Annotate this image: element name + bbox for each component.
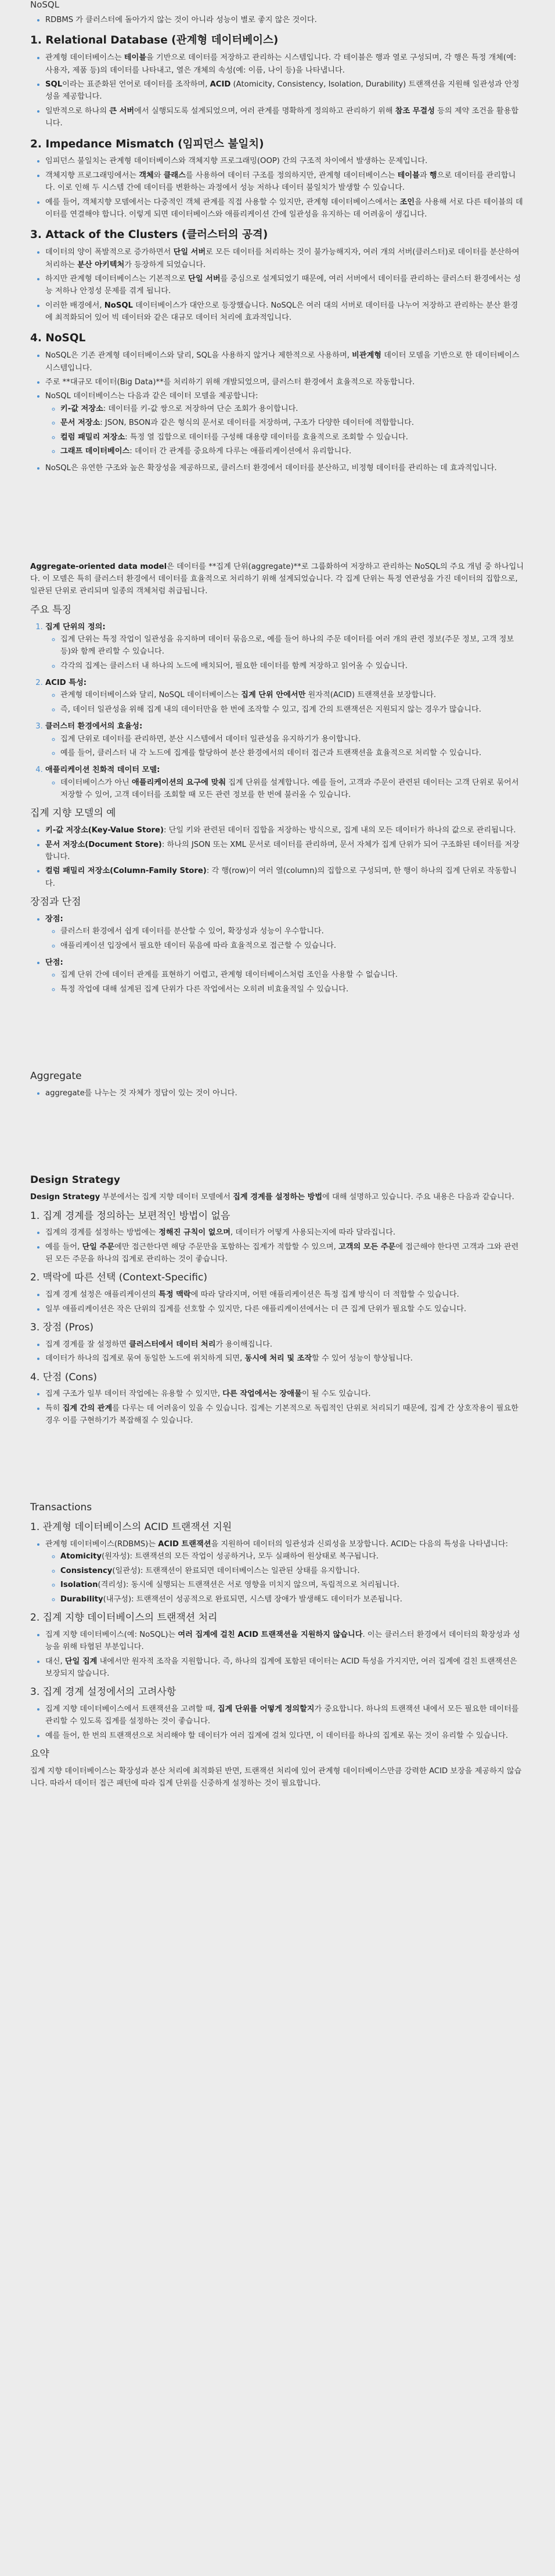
list-item: ◦ 예를 들어, 클러스터 내 각 노드에 집계를 할당하여 분산 환경에서의 데이터 접근과 트랜잭션을 효율적으로 처리할 수 있습니다. [60, 747, 525, 759]
bold-text: 키-값 저장소(Key-Value Store) [45, 826, 164, 835]
bold-text: Consistency [60, 1566, 113, 1575]
bold-text: 특정 맥락 [158, 1290, 191, 1300]
list-item: • 객체지향 프로그래밍에서는 객체와 클래스를 사용하여 데이터 구조를 정의하지만, 관계형 데이터베이스는 테이블과 행으로 데이터를 관리합니다. 이로 인해 두 시스템 간에 데이터를 변환하는 과정에서 성능 저하나 데이터 불일치가 발생할 수 있습니다. [45, 169, 525, 194]
bold-text: 집계 경계를 설정하는 방법 [233, 1193, 323, 1202]
proscons-heading: 장점과 단점 [30, 896, 81, 908]
section-heading: 3. 장점 (Pros) [30, 1322, 93, 1334]
bold-text: 애플리케이션의 요구에 맞춰 [132, 778, 226, 787]
transactions-section [30, 1501, 525, 1790]
bold-text: 문서 저장소 [60, 418, 100, 428]
bullet-list [30, 52, 525, 129]
section-heading: 1. Relational Database (관계형 데이터베이스) [30, 34, 279, 47]
bold-text: NoSQL [104, 301, 133, 310]
aggregate-note-list [30, 1087, 525, 1099]
bold-text: 조인 [399, 197, 415, 207]
bold-text: 클래스 [163, 171, 186, 180]
bullet-list [30, 246, 525, 324]
features-list [30, 621, 525, 802]
bold-text: ACID [210, 80, 231, 89]
bold-text: 테이블 [397, 171, 420, 180]
list-item: • NoSQL 데이터베이스는 다음과 같은 데이터 모델을 제공합니다: ◦ 키-값 저장소: 데이터를 키-값 쌍으로 저장하여 단순 조회가 용이합니다. ◦ 문서 저장소: JSON, BSON과 같은 형식의 문서로 데이터를 저장하며, 구조가 다양한 데이터에 적합합니다. ◦ 컬럼 패밀리 저장소: 특정 열 집합으로 데이터를 구성해 대용량 데이터를 효율적으로 조회할 수 있습니다. ◦ 그래프 데이터베이스: 데이터 간 관계를 중요하게 다루는 애플리케이션에서 유리합니다. [45, 390, 525, 457]
bold-text: 집계 간의 관계 [62, 1404, 113, 1413]
bold-text: 단일 서버 [188, 274, 221, 283]
bold-text: 객체 [139, 171, 154, 180]
list-item: • 예를 들어, 한 번의 트랜잭션으로 처리해야 할 데이터가 여러 집계에 걸쳐 있다면, 이 데이터를 하나의 집계로 묶는 것이 유리할 수 있습니다. [45, 1730, 525, 1742]
list-item: • 예를 들어, 단일 주문에만 접근한다면 해당 주문만을 포함하는 집계가 적합할 수 있으며, 고객의 모든 주문에 접근해야 한다면 고객과 그와 관련된 모든 주문을 하나의 집계로 관리하는 것이 좋습니다. [45, 1241, 525, 1266]
list-item: • 데이터의 양이 폭발적으로 증가하면서 단일 서버로 모든 데이터를 처리하는 것이 불가능해지자, 여러 개의 서버(클러스터)로 데이터를 분산하여 처리하는 분산 아키텍처가 등장하게 되었습니다. [45, 246, 525, 271]
bold-text: 단일 주문 [82, 1242, 115, 1251]
list-item: ◦ 특정 작업에 대해 설계된 집계 단위가 다른 작업에서는 오히려 비효율적일 수 있습니다. [60, 983, 525, 995]
design-strategy-section [30, 1174, 525, 1427]
list-item: ◦ 각각의 집계는 클러스터 내 하나의 노드에 배치되어, 필요한 데이터를 함께 저장하고 읽어올 수 있습니다. [60, 660, 525, 672]
list-item: ◦ 애플리케이션 입장에서 필요한 데이터 묶음에 따라 효율적으로 접근할 수 있습니다. [60, 940, 525, 952]
bold-text: Atomicity [60, 1552, 102, 1561]
bold-text: Durability [60, 1594, 103, 1604]
bold-text: 키-값 저장소 [60, 404, 103, 413]
bullet-list [30, 1538, 525, 1606]
section-heading: 2. 집계 지향 데이터베이스의 트랜잭션 처리 [30, 1611, 218, 1623]
feature-item [45, 677, 525, 716]
list-item: • NoSQL은 유연한 구조와 높은 확장성을 제공하므로, 클러스터 환경에서 데이터를 분산하고, 비정형 데이터를 관리하는 데 효과적입니다. [45, 462, 525, 474]
feature-item [45, 720, 525, 759]
bold-text: 행 [429, 171, 437, 180]
bullet-list [30, 1388, 525, 1427]
sub-list [45, 925, 525, 952]
proscons-list [30, 913, 525, 995]
aggregate-section [30, 561, 525, 996]
feature-title: ACID 특성: [45, 679, 87, 688]
feature-item [45, 764, 525, 801]
section-heading: 3. 집계 경계 설정에서의 고려사항 [30, 1686, 176, 1698]
list-item: • 집계 지향 데이터베이스에서 트랜잭션을 고려할 때, 집계 단위를 어떻게 정의할지가 중요합니다. 하나의 트랜잭션 내에서 모든 필요한 데이터를 관리할 수 있도록 집계를 설정하는 것이 좋습니다. [45, 1703, 525, 1728]
list-item: • 집계 지향 데이터베이스(예: NoSQL)는 여러 집계에 걸친 ACID 트랜잭션을 지원하지 않습니다. 이는 클러스터 환경에서 데이터의 확장성과 성능을 위해 타협된 부분입니다. [45, 1629, 525, 1654]
bold-text: 집계 단위를 어떻게 정의할지 [217, 1705, 315, 1714]
bold-text: 클러스터의 공격 [186, 229, 263, 241]
list-item: • 집계 구조가 일부 데이터 작업에는 유용할 수 있지만, 다른 작업에서는 장애물이 될 수도 있습니다. [45, 1388, 525, 1400]
list-item: • 키-값 저장소(Key-Value Store): 단일 키와 관련된 데이터 집합을 저장하는 방식으로, 집계 내의 모든 데이터가 하나의 값으로 관리됩니다. [45, 824, 525, 836]
list-item: • 문서 저장소(Document Store): 하나의 JSON 또는 XML 문서로 데이터를 관리하며, 문서 자체가 집계 단위가 되어 구조화된 데이터를 저장합니다. [45, 839, 525, 864]
list-item: • 집계의 경계를 설정하는 방법에는 정해진 규칙이 없으며, 데이터가 어떻게 사용되는지에 따라 달라집니다. [45, 1226, 525, 1239]
section-heading: 4. NoSQL [30, 332, 86, 345]
list-item: ◦ Atomicity(원자성): 트랜잭션의 모든 작업이 성공하거나, 모두 실패하여 원상태로 복구됩니다. [60, 1550, 525, 1563]
bullet-list [30, 349, 525, 474]
section-heading: 3. Attack of the Clusters (클러스터의 공격) [30, 229, 268, 241]
list-item: ◦ 집계 단위로 데이터를 관리하면, 분산 시스템에서 데이터 일관성을 유지하기가 용이합니다. [60, 733, 525, 745]
list-item: • 하지만 관계형 데이터베이스는 기본적으로 단일 서버를 중심으로 설계되었기 때문에, 여러 서버에서 데이터를 관리하는 클러스터 환경에서는 성능 저하나 안정성 문제를 겪게 됩니다. [45, 273, 525, 298]
list-item: ◦ 집계 단위는 특정 작업이 일관성을 유지하며 데이터 묶음으로, 예를 들어 하나의 주문 데이터를 여러 개의 관련 정보(주문 정보, 고객 정보 등)와 함께 관리할 수 있습니다. [60, 633, 525, 658]
list-item: • RDBMS 가 클러스터에 돌아가지 않는 것이 아니라 성능이 별로 좋지 않은 것이다. [45, 14, 525, 26]
bold-text: Isolation [60, 1581, 98, 1590]
bold-text: 참조 무결성 [395, 106, 435, 116]
bold-text: 여러 집계에 걸친 ACID 트랜잭션을 지원하지 않습니다 [178, 1630, 363, 1639]
bold-text: 문서 저장소(Document Store) [45, 840, 162, 849]
sub-list [45, 633, 525, 672]
bold-text: 정해진 규칙이 없으며 [158, 1228, 230, 1238]
list-item: • 일반적으로 하나의 큰 서버에서 실행되도록 설계되었으며, 여러 관계를 명확하게 정의하고 관리하기 위해 참조 무결성 등의 제약 조건을 활용합니다. [45, 105, 525, 130]
list-item: ◦ Durability(내구성): 트랜잭션이 성공적으로 완료되면, 시스템 장애가 발생해도 데이터가 보존됩니다. [60, 1593, 525, 1606]
list-item: • 일부 애플리케이션은 작은 단위의 집계를 선호할 수 있지만, 다른 애플리케이션에서는 더 큰 집계 단위가 필요할 수도 있습니다. [45, 1303, 525, 1315]
page-title: NoSQL [30, 0, 60, 10]
bold-text: 장점: [45, 914, 63, 923]
bold-text: 임피던스 불일치 [182, 138, 260, 150]
bold-text: 테이블 [124, 53, 146, 63]
bold-text: 다른 작업에서는 장애물 [222, 1390, 302, 1399]
bold-text: 단일 서버 [173, 248, 206, 257]
summary-text: 집계 지향 데이터베이스는 확장성과 분산 처리에 최적화된 반면, 트랜잭션 처리에 있어 관계형 데이터베이스만큼 강력한 ACID 보장을 제공하지 않습니다. 따라서 데이터 접근 패턴에 따라 집계 단위를 신중하게 설정하는 것이 필요합니다. [30, 1766, 522, 1788]
bold-text: 관계형 데이터베이스 [176, 34, 273, 47]
list-item: • 이러한 배경에서, NoSQL 데이터베이스가 대안으로 등장했습니다. NoSQL은 여러 대의 서버로 데이터를 나누어 저장하고 관리하는 분산 환경에 최적화되어 있어 빅 데이터와 같은 대규모 데이터 처리에 효과적입니다. [45, 300, 525, 324]
list-item: ◦ 집계 단위 간에 데이터 관계를 표현하기 어렵고, 관계형 데이터베이스처럼 조인을 사용할 수 없습니다. [60, 969, 525, 981]
bullet-list [30, 1226, 525, 1265]
list-item: • 관계형 데이터베이스(RDBMS)는 ACID 트랜잭션을 지원하여 데이터의 일관성과 신뢰성을 보장합니다. ACID는 다음의 특성을 나타냅니다: ◦ Atomicity(원자성): 트랜잭션의 모든 작업이 성공하거나, 모두 실패하여 원상태로 복구됩니다. ◦ Consistency(일관성): 트랜잭션이 완료되면 데이터베이스는 일관된 상태를 유지합니다. ◦ Isolation(격리성): 동시에 실행되는 트랜잭션은 서로 영향을 미치지 않으며, 독립적으로 처리됩니다. ◦ Durability(내구성): 트랜잭션이 성공적으로 완료되면, 시스템 장애가 발생해도 데이터가 보존됩니다. [45, 1538, 525, 1606]
section-heading: 2. Impedance Mismatch (임피던스 불일치) [30, 138, 264, 150]
bold-text: 동시에 처리 및 조작 [244, 1354, 312, 1363]
list-item: • 컬럼 패밀리 저장소(Column-Family Store): 각 행(row)이 여러 열(column)의 집합으로 구성되며, 한 행이 하나의 집계 단위로 작동합니다. [45, 865, 525, 890]
feature-title: 애플리케이션 친화적 데이터 모델: [45, 766, 160, 775]
sub-list [45, 969, 525, 995]
bullet-list [30, 1289, 525, 1315]
bold-text: 클러스터에서 데이터 처리 [129, 1340, 216, 1349]
sub-list [45, 689, 525, 716]
list-item: • 대신, 단일 집계 내에서만 원자적 조작을 지원합니다. 즉, 하나의 집계에 포함된 데이터는 ACID 특성을 가지지만, 여러 집계에 걸친 트랜잭션은 보장되지 않습니다. [45, 1655, 525, 1680]
bullet-list [30, 1629, 525, 1680]
list-item: ◦ 관계형 데이터베이스와 달리, NoSQL 데이터베이스는 집계 단위 안에서만 원자적(ACID) 트랜잭션을 보장합니다. [60, 689, 525, 701]
design-intro: Design Strategy 부분에서는 집계 지향 데이터 모델에서 집계 경계를 설정하는 방법에 대해 설명하고 있습니다. 주요 내용은 다음과 같습니다. [30, 1193, 514, 1202]
bold-text: SQL [45, 80, 63, 89]
list-item [45, 957, 525, 995]
bold-text: Design Strategy [30, 1193, 100, 1202]
list-item: • 집계 경계 설정은 애플리케이션의 특정 맥락에 따라 달라지며, 어떤 애플리케이션은 특정 집계 방식이 더 적합할 수 있습니다. [45, 1289, 525, 1301]
bold-text: 큰 서버 [109, 106, 135, 116]
bold-text: ACID 트랜잭션 [158, 1540, 211, 1549]
nosql-sections [30, 33, 525, 474]
transactions-title: Transactions [30, 1502, 92, 1514]
bullet-list [30, 1703, 525, 1742]
list-item: • aggregate를 나누는 것 자체가 정답이 있는 것이 아니다. [45, 1087, 525, 1099]
list-item: • 주로 **대규모 데이터(Big Data)**를 처리하기 위해 개발되었으며, 클러스터 환경에서 효율적으로 작동합니다. [45, 376, 525, 388]
list-item: ◦ 데이터베이스가 아닌 애플리케이션의 요구에 맞춰 집계 단위를 설계합니다. 예를 들어, 고객과 주문이 관련된 데이터는 고객 단위로 묶어서 저장할 수 있어, 고객 데이터를 조회할 때 모든 관련 정보를 한 번에 불러올 수 있습니다. [60, 777, 525, 802]
bold-text: 집계 단위 안에서만 [241, 691, 306, 700]
bold-text: 그래프 데이터베이스 [60, 446, 130, 456]
list-item: • 특히 집계 간의 관계를 다루는 데 어려움이 있을 수 있습니다. 집계는 기본적으로 독립적인 단위로 처리되기 때문에, 집계 간 상호작용이 필요한 경우 이를 구현하기가 복잡해질 수 있습니다. [45, 1402, 525, 1427]
section-heading: 2. 맥락에 따른 선택 (Context-Specific) [30, 1272, 207, 1284]
design-title: Design Strategy [30, 1174, 120, 1186]
bullet-list [30, 1338, 525, 1365]
sub-list [45, 777, 525, 802]
list-item: ◦ 즉, 데이터 일관성을 위해 집계 내의 데이터만을 한 번에 조작할 수 있고, 집계 간의 트랜잭션은 지원되지 않는 경우가 많습니다. [60, 703, 525, 716]
list-item: ◦ Consistency(일관성): 트랜잭션이 완료되면 데이터베이스는 일관된 상태를 유지합니다. [60, 1565, 525, 1577]
models-heading: 집계 지향 모델의 예 [30, 807, 116, 820]
feature-title: 클러스터 환경에서의 효율성: [45, 722, 143, 731]
list-item: • 임피던스 불일치는 관계형 데이터베이스와 객체지향 프로그래밍(OOP) 간의 구조적 차이에서 발생하는 문제입니다. [45, 155, 525, 167]
features-heading: 주요 특징 [30, 604, 72, 616]
list-item: • 집계 경계를 잘 설정하면 클러스터에서 데이터 처리가 용이해집니다. [45, 1338, 525, 1351]
bold-text: 컬럼 패밀리 저장소(Column-Family Store) [45, 867, 207, 876]
list-item: • 예를 들어, 객체지향 모델에서는 다중적인 객체 관계를 직접 사용할 수 있지만, 관계형 데이터베이스에서는 조인을 사용해 서로 다른 테이블의 데이터를 연결해야 합니다. 이렇게 되면 데이터베이스와 애플리케이션 간에 일관성을 유지하는 데 어려움이 생깁니다. [45, 196, 525, 221]
sub-list [45, 1550, 525, 1606]
list-item: ◦ Isolation(격리성): 동시에 실행되는 트랜잭션은 서로 영향을 미치지 않으며, 독립적으로 처리됩니다. [60, 1579, 525, 1591]
list-item: ◦ 클러스터 환경에서 쉽게 데이터를 분산할 수 있어, 확장성과 성능이 우수합니다. [60, 925, 525, 937]
aggregate-note-title: Aggregate [30, 1070, 82, 1083]
bold-text: 컬럼 패밀리 저장소 [60, 432, 125, 442]
section-heading: 1. 집계 경계를 정의하는 보편적인 방법이 없음 [30, 1210, 230, 1222]
list-item: ◦ 키-값 저장소: 데이터를 키-값 쌍으로 저장하여 단순 조회가 용이합니다. [60, 403, 525, 415]
list-item: • 관계형 데이터베이스는 테이블을 기반으로 데이터를 저장하고 관리하는 시스템입니다. 각 테이블은 행과 열로 구성되며, 각 행은 특정 개체(예: 사용자, 제품 등)의 데이터를 나타내고, 열은 개체의 속성(예: 이름, 나이 등)을 나타냅니다. [45, 52, 525, 77]
summary-heading: 요약 [30, 1748, 49, 1760]
section-heading: 1. 관계형 데이터베이스의 ACID 트랜잭션 지원 [30, 1521, 232, 1534]
intro-list [30, 14, 525, 26]
feature-title: 집계 단위의 정의: [45, 622, 106, 632]
bold-text: 단점: [45, 958, 63, 968]
sub-list [45, 403, 525, 458]
list-item: ◦ 컬럼 패밀리 저장소: 특정 열 집합으로 데이터를 구성해 대용량 데이터를 효율적으로 조회할 수 있습니다. [60, 431, 525, 443]
list-item [45, 913, 525, 952]
bold-text: 비관계형 [352, 351, 382, 360]
sub-list [45, 733, 525, 760]
cut-off-title [30, 0, 525, 14]
feature-item [45, 621, 525, 673]
list-item: • SQL이라는 표준화된 언어로 데이터를 조작하며, ACID (Atomicity, Consistency, Isolation, Durability) 트랜잭션을 지원해 일관성과 안정성을 제공합니다. [45, 78, 525, 103]
bold-text: 단일 집계 [64, 1657, 98, 1666]
list-item: ◦ 문서 저장소: JSON, BSON과 같은 형식의 문서로 데이터를 저장하며, 구조가 다양한 데이터에 적합합니다. [60, 417, 525, 429]
bullet-list [30, 155, 525, 221]
list-item: • 데이터가 하나의 집계로 묶여 동일한 노드에 위치하게 되면, 동시에 처리 및 조작할 수 있어 성능이 향상됩니다. [45, 1352, 525, 1365]
list-item: ◦ 그래프 데이터베이스: 데이터 간 관계를 중요하게 다루는 애플리케이션에서 유리합니다. [60, 445, 525, 457]
list-item: • NoSQL은 기존 관계형 데이터베이스와 달리, SQL을 사용하지 않거나 제한적으로 사용하며, 비관계형 데이터 모델을 기반으로 한 데이터베이스 시스템입니다. [45, 349, 525, 374]
models-list [30, 824, 525, 890]
aggregate-intro: Aggregate-oriented data model은 데이터를 **집계 단위(aggregate)**로 그룹화하여 저장하고 관리하는 NoSQL의 주요 개념 중 하나입니다. 이 모델은 특히 클러스터 환경에서 데이터를 효율적으로 처리하기 위해 설계되었습니다. 각 집계 단위는 특정 연관성을 가진 데이터의 집합으로, 일관된 단위로 관리되며 일종의 객체처럼 취급됩니다. [30, 562, 524, 596]
bold-text: 분산 아키텍처 [77, 260, 125, 269]
bold-text: Aggregate-oriented data model [30, 562, 167, 571]
section-heading: 4. 단점 (Cons) [30, 1371, 98, 1383]
bold-text: 고객의 모든 주문 [338, 1242, 396, 1251]
